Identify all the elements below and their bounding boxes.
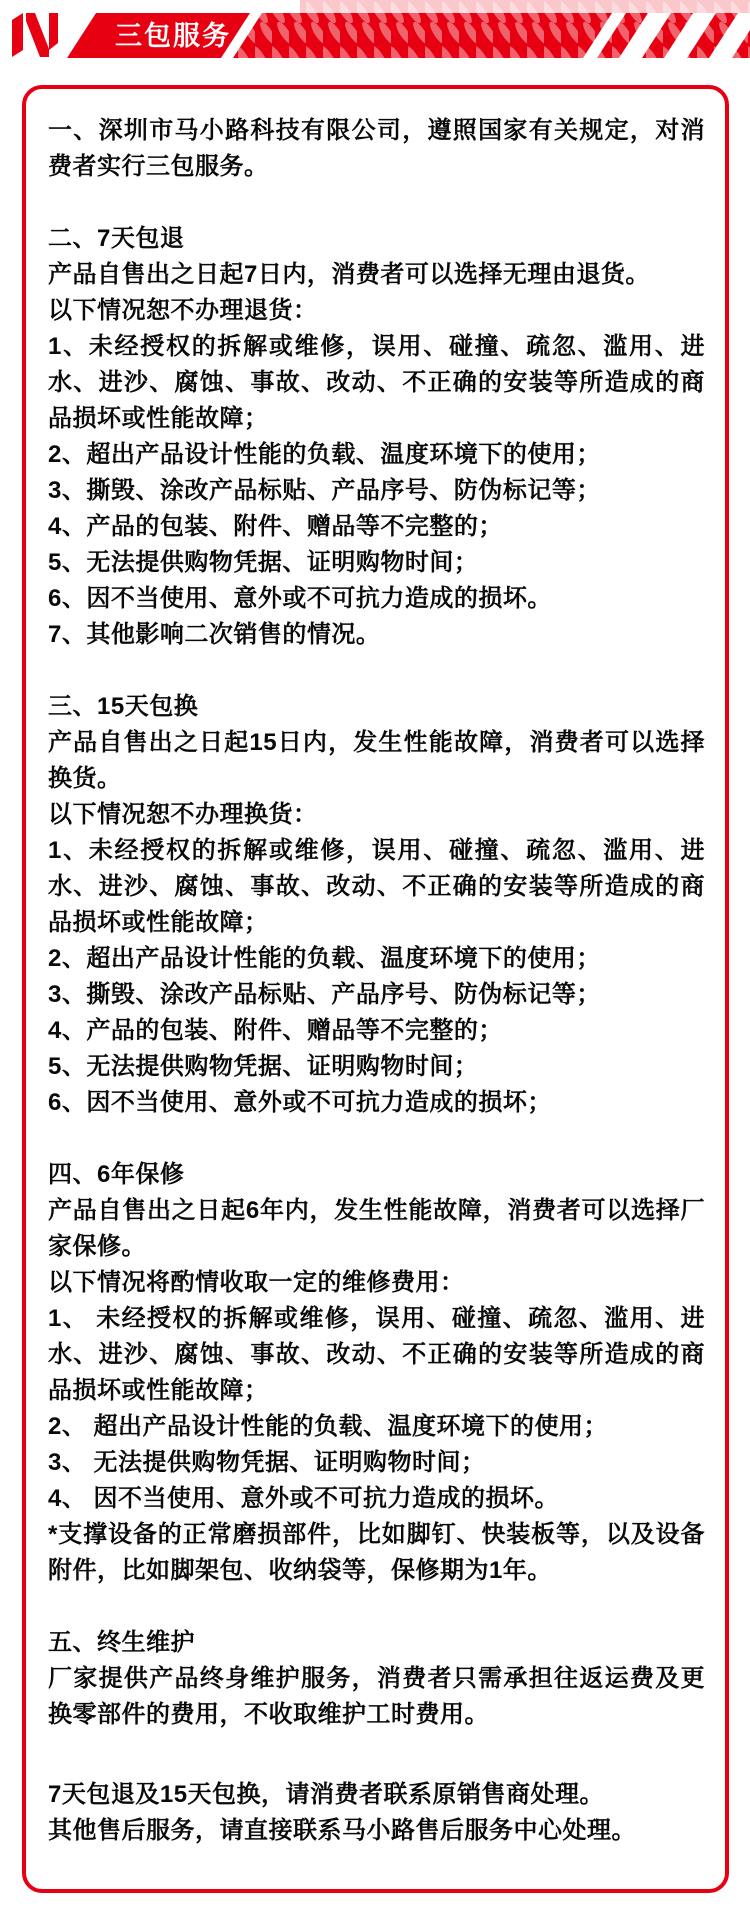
list-item: 5、无法提供购物凭据、证明购物时间； (48, 549, 479, 576)
list-item: 3、撕毁、涂改产品标贴、产品序号、防伪标记等； (48, 981, 601, 1008)
section-contact-footer (48, 1777, 705, 1849)
section-heading: 五、终生维护 (48, 1629, 195, 1656)
stripe-band (233, 13, 612, 58)
list-item: 6、因不当使用、意外或不可抗力造成的损坏； (48, 1089, 552, 1116)
section-company-statement (48, 113, 705, 185)
faint-stripe-strip (300, 0, 750, 13)
section-heading: 三、15天包换 (48, 693, 199, 720)
section-7day-return (48, 221, 705, 653)
paragraph: 产品自售出之日起15日内，发生性能故障，消费者可以选择换货。 (48, 729, 705, 792)
paragraph: 以下情况将酌情收取一定的维修费用： (48, 1269, 465, 1296)
list-item: 3、 无法提供购物凭据、证明购物时间； (48, 1449, 486, 1476)
list-item: 2、超出产品设计性能的负载、温度环境下的使用； (48, 441, 601, 468)
paragraph: 厂家提供产品终身维护服务，消费者只需承担往返运费及更换零部件的费用，不收取维护工时费用。 (48, 1665, 705, 1728)
list-item: 1、未经授权的拆解或维修，误用、碰撞、疏忽、滥用、进水、进沙、腐蚀、事故、改动、不正确的安装等所造成的商品损坏或性能故障； (48, 837, 705, 936)
section-6year-warranty (48, 1157, 705, 1589)
list-item: 1、 未经授权的拆解或维修，误用、碰撞、疏忽、滥用、进水、进沙、腐蚀、事故、改动、不正确的安装等所造成的商品损坏或性能故障； (48, 1305, 705, 1404)
section-15day-exchange (48, 689, 705, 1121)
list-item: 2、 超出产品设计性能的负载、温度环境下的使用； (48, 1413, 609, 1440)
list-item: 2、超出产品设计性能的负载、温度环境下的使用； (48, 945, 601, 972)
header-banner (0, 0, 750, 72)
list-item: 4、产品的包装、附件、赠品等不完整的； (48, 1017, 503, 1044)
list-item: 4、 因不当使用、意外或不可抗力造成的损坏。 (48, 1485, 560, 1512)
paragraph: 其他售后服务，请直接联系马小路售后服务中心处理。 (48, 1817, 636, 1844)
list-item: 4、产品的包装、附件、赠品等不完整的； (48, 513, 503, 540)
paragraph: 一、深圳市马小路科技有限公司，遵照国家有关规定，对消费者实行三包服务。 (48, 117, 705, 180)
paragraph: 以下情况恕不办理退货： (48, 297, 318, 324)
banner-title: 三包服务 (115, 21, 231, 51)
paragraph: 产品自售出之日起6年内，发生性能故障，消费者可以选择厂家保修。 (48, 1197, 705, 1260)
section-lifetime-maintenance (48, 1625, 705, 1733)
list-item: 6、因不当使用、意外或不可抗力造成的损坏。 (48, 585, 552, 612)
footnote: *支撑设备的正常磨损部件，比如脚钉、快装板等，以及设备附件，比如脚架包、收纳袋等，保修期为1年。 (48, 1521, 705, 1584)
list-item: 1、未经授权的拆解或维修，误用、碰撞、疏忽、滥用、进水、进沙、腐蚀、事故、改动、不正确的安装等所造成的商品损坏或性能故障； (48, 333, 705, 432)
paragraph: 产品自售出之日起7日内，消费者可以选择无理由退货。 (48, 261, 650, 288)
paragraph: 以下情况恕不办理换货： (48, 801, 318, 828)
brand-logo-icon (12, 13, 58, 57)
list-item: 5、无法提供购物凭据、证明购物时间； (48, 1053, 479, 1080)
section-heading: 四、6年保修 (48, 1161, 185, 1188)
list-item: 3、撕毁、涂改产品标贴、产品序号、防伪标记等； (48, 477, 601, 504)
paragraph: 7天包退及15天包换，请消费者联系原销售商处理。 (48, 1781, 605, 1808)
trailing-stripes (597, 13, 750, 58)
section-heading: 二、7天包退 (48, 225, 185, 252)
policy-card (22, 85, 729, 1893)
list-item: 7、其他影响二次销售的情况。 (48, 621, 381, 648)
